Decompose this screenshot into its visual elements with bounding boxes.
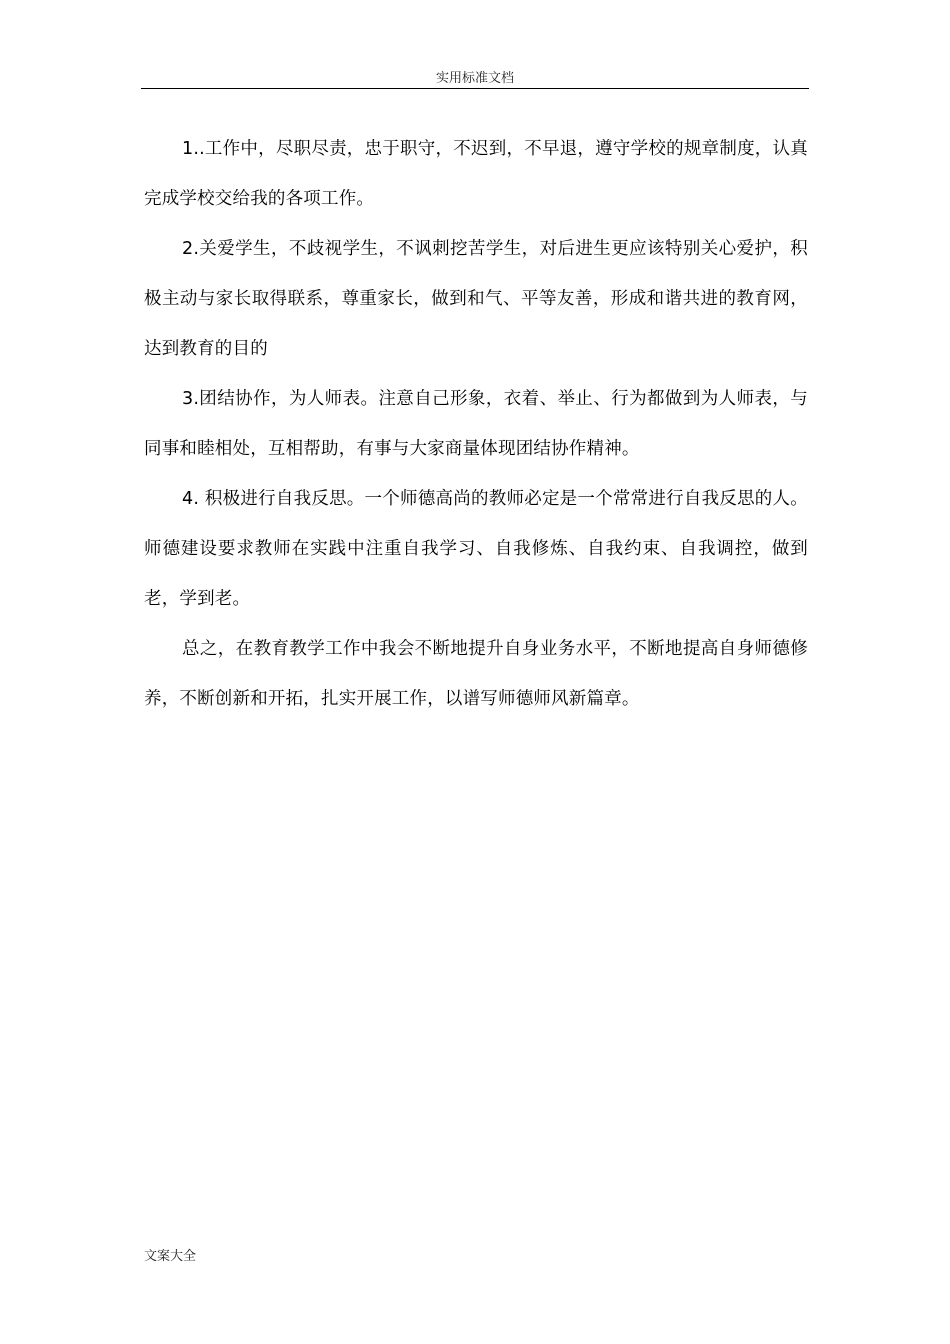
paragraph-1: 1..工作中，尽职尽责，忠于职守，不迟到，不早退，遵守学校的规章制度，认真完成学校交给我的各项工作。	[144, 139, 808, 209]
paragraph-summary: 总之，在教育教学工作中我会不断地提升自身业务水平，不断地提高自身师德修养，不断创新和开拓，扎实开展工作，以谱写师德师风新篇章。	[144, 639, 808, 709]
paragraph-4: 4. 积极进行自我反思。一个师德高尚的教师必定是一个常常进行自我反思的人。师德建设要求教师在实践中注重自我学习、自我修炼、自我约束、自我调控，做到老，学到老。	[144, 489, 808, 609]
page-header-title: 实用标准文档	[435, 71, 514, 86]
document-body	[144, 124, 808, 724]
header-divider	[141, 88, 809, 89]
page-footer-text: 文案大全	[144, 1249, 197, 1264]
paragraph-3: 3.团结协作，为人师表。注意自己形象，衣着、举止、行为都做到为人师表，与同事和睦相处，互相帮助，有事与大家商量体现团结协作精神。	[144, 389, 808, 459]
paragraph-2: 2.关爱学生，不歧视学生，不讽刺挖苦学生，对后进生更应该特别关心爱护，积极主动与家长取得联系，尊重家长，做到和气、平等友善，形成和谐共进的教育网，达到教育的目的	[144, 239, 808, 359]
